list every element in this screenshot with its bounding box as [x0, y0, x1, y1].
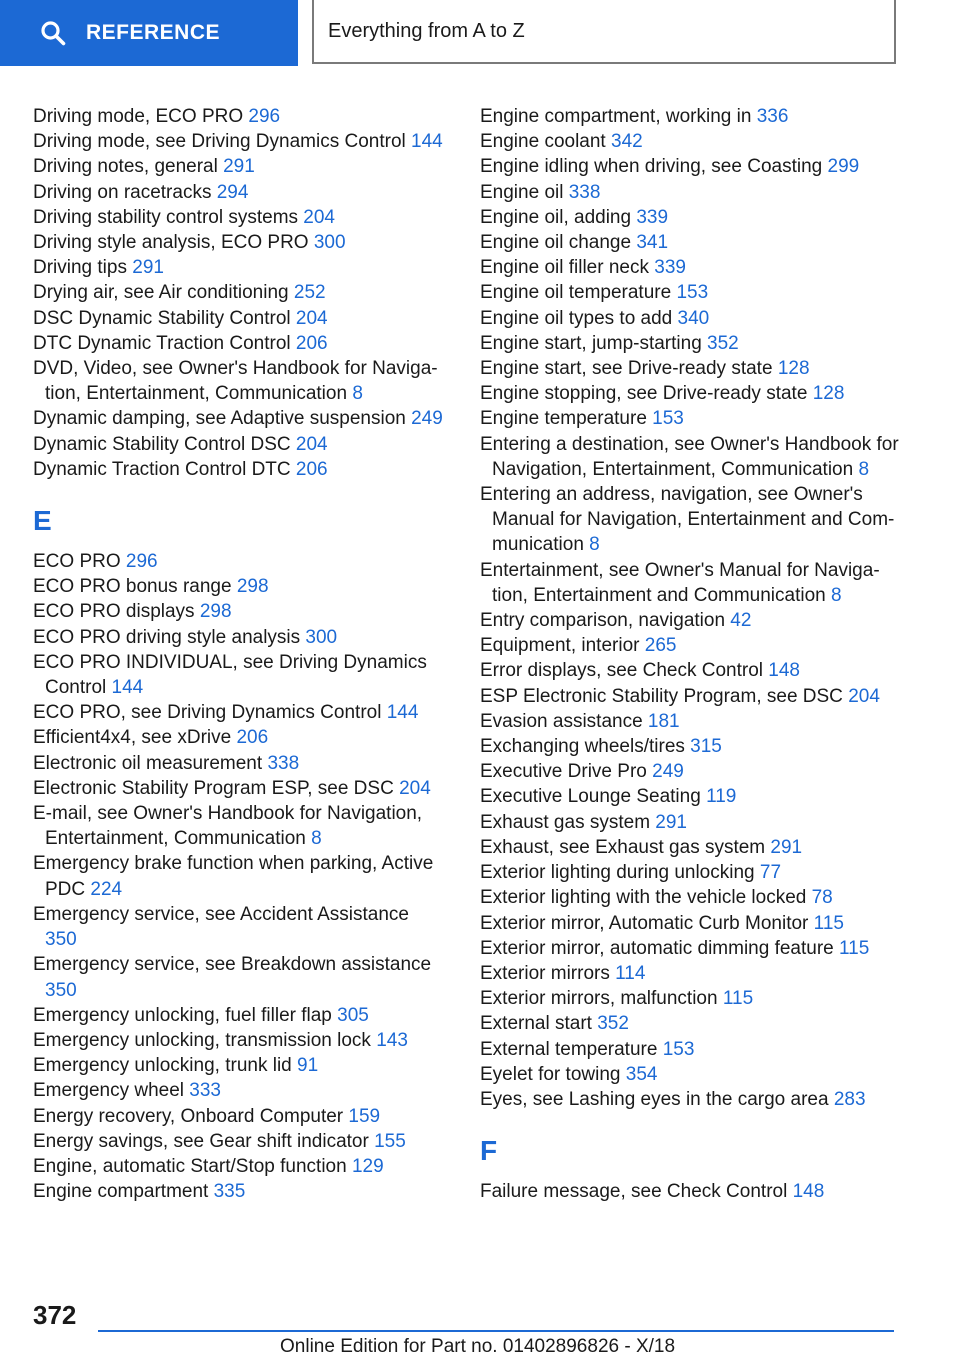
- chapter-title: [312, 0, 896, 64]
- index-entry: [480, 784, 900, 809]
- page-reference-link[interactable]: 341: [636, 232, 669, 254]
- index-entry-text: Emergency service, see Breakdown assistance: [33, 954, 432, 976]
- page-reference-link[interactable]: 153: [652, 408, 684, 430]
- index-entry-text: Driving mode, ECO PRO: [33, 106, 249, 127]
- index-entry-text: Dynamic Traction Control DTC: [33, 458, 296, 480]
- page-reference-link[interactable]: 299: [827, 156, 860, 178]
- index-entry: [480, 180, 900, 205]
- index-entry-text: Engine oil temperature: [480, 282, 677, 304]
- index-entry-text: Executive Drive Pro: [480, 761, 653, 783]
- page-reference-link[interactable]: 115: [722, 988, 754, 1010]
- page-reference-link[interactable]: 143: [376, 1029, 408, 1051]
- index-entry-text: Engine, automatic Start/Stop function: [33, 1155, 352, 1177]
- page-reference-link[interactable]: 294: [216, 181, 249, 203]
- page-reference-link[interactable]: 352: [707, 332, 739, 354]
- index-entry: [33, 751, 443, 776]
- index-entry: [480, 306, 900, 331]
- page-reference-link[interactable]: 335: [213, 1181, 246, 1203]
- page-reference-link[interactable]: 339: [636, 206, 669, 228]
- page-reference-link[interactable]: 8: [831, 584, 842, 606]
- index-entry: [480, 1011, 900, 1036]
- page-reference-link[interactable]: 342: [611, 131, 643, 153]
- index-entry: [33, 725, 443, 750]
- index-entry-text: Electronic oil measurement: [33, 752, 268, 774]
- index-entry: [480, 356, 900, 381]
- chapter-title-text: Everything from A to Z: [328, 19, 525, 42]
- index-entry-text: Entertainment, see Owner's Manual for Navigation, Entertainment and Communication: [480, 559, 880, 606]
- page-reference-link[interactable]: 153: [662, 1038, 695, 1060]
- index-entry: [33, 406, 443, 431]
- index-entry: [33, 574, 443, 599]
- index-entry: [480, 482, 900, 558]
- page-reference-link[interactable]: 42: [730, 610, 752, 632]
- page-reference-link[interactable]: 224: [90, 878, 123, 900]
- index-entry-text: ECO PRO bonus range: [33, 576, 237, 598]
- index-entry-text: Driving tips: [33, 257, 133, 279]
- index-entry-text: Exterior mirror, Automatic Curb Monitor: [480, 912, 814, 934]
- page-reference-link[interactable]: 91: [297, 1055, 319, 1077]
- index-entry-text: ESP Electronic Stability Program, see DSC: [480, 685, 849, 707]
- page-reference-link[interactable]: 252: [293, 282, 326, 304]
- page-reference-link[interactable]: 265: [644, 635, 677, 657]
- index-entry: [33, 549, 443, 574]
- index-entry-text: Exterior lighting during unlocking: [480, 862, 760, 884]
- index-entry: [33, 650, 443, 700]
- index-entry-text: Exhaust gas system: [480, 811, 656, 833]
- index-entry: [33, 700, 443, 725]
- footer-divider: [98, 1330, 894, 1332]
- index-entry: [480, 810, 900, 835]
- index-entry-text: Emergency unlocking, fuel filler flap: [33, 1004, 338, 1026]
- page-reference-link[interactable]: 291: [132, 257, 164, 279]
- index-entry: [33, 205, 443, 230]
- index-entry-text: Engine compartment, working in: [480, 106, 757, 127]
- index-entry-text: External temperature: [480, 1038, 663, 1060]
- index-entry: [480, 205, 900, 230]
- index-entry-text: Driving stability control systems: [33, 206, 304, 228]
- page-reference-link[interactable]: 206: [295, 458, 328, 480]
- index-column-right: [480, 104, 900, 1204]
- index-entry-text: Drying air, see Air conditioning: [33, 282, 294, 304]
- index-entry: [480, 129, 900, 154]
- page-reference-link[interactable]: 153: [676, 282, 709, 304]
- index-entry: [33, 1129, 443, 1154]
- page-reference-link[interactable]: 8: [858, 458, 870, 480]
- index-entry: [480, 835, 900, 860]
- index-entry: [33, 280, 443, 305]
- index-entry: [33, 1003, 443, 1028]
- index-entry: [33, 356, 443, 406]
- index-entry-text: Emergency brake function when parking, Active PDC: [33, 853, 434, 900]
- page-reference-link[interactable]: 159: [348, 1105, 381, 1127]
- index-entry: [480, 608, 900, 633]
- page-reference-link[interactable]: 144: [111, 677, 144, 699]
- index-entry: [480, 432, 900, 482]
- index-entry-text: Engine oil change: [480, 232, 637, 254]
- index-entry-text: ECO PRO displays: [33, 601, 200, 623]
- page-reference-link[interactable]: 300: [305, 626, 338, 648]
- page-reference-link[interactable]: 119: [706, 786, 737, 808]
- index-entry-text: Engine oil types to add: [480, 307, 678, 329]
- index-entry: [33, 129, 443, 154]
- index-entry-text: Dynamic damping, see Adaptive suspension: [33, 408, 412, 430]
- page-reference-link[interactable]: 204: [399, 777, 431, 799]
- page-reference-link[interactable]: 296: [125, 551, 158, 573]
- index-entry: [480, 860, 900, 885]
- index-entry: [33, 432, 443, 457]
- page-reference-link[interactable]: 315: [690, 736, 722, 758]
- page-reference-link[interactable]: 352: [597, 1013, 629, 1035]
- index-entry: [33, 851, 443, 901]
- index-entry-text: Engine oil: [480, 181, 569, 203]
- index-entry: [480, 684, 900, 709]
- index-entry: [33, 1028, 443, 1053]
- index-entry: [480, 911, 900, 936]
- index-entry-text: DSC Dynamic Stability Control: [33, 307, 296, 329]
- index-entry: [480, 406, 900, 431]
- index-entry: [480, 961, 900, 986]
- page-reference-link[interactable]: 350: [45, 979, 77, 1001]
- page-reference-link[interactable]: 291: [770, 836, 803, 858]
- index-entry: [480, 104, 900, 129]
- index-entry-text: ECO PRO driving style analysis: [33, 626, 306, 648]
- index-entry: [480, 230, 900, 255]
- index-entry: [33, 457, 443, 482]
- page-reference-link[interactable]: 148: [768, 660, 800, 682]
- index-entry: [480, 936, 900, 961]
- index-entry-text: Driving style analysis, ECO PRO: [33, 232, 314, 254]
- index-entry: [480, 558, 900, 608]
- page-reference-link[interactable]: 339: [654, 257, 686, 279]
- page-reference-link[interactable]: 144: [386, 702, 419, 724]
- page-reference-link[interactable]: 78: [811, 887, 833, 909]
- index-entry: [33, 104, 443, 129]
- index-entry: [480, 658, 900, 683]
- index-entry-text: Failure message, see Check Control: [480, 1181, 793, 1203]
- page-reference-link[interactable]: 181: [647, 710, 680, 732]
- index-entry: [480, 1179, 900, 1204]
- page-reference-link[interactable]: 115: [839, 937, 870, 959]
- index-entry: [480, 255, 900, 280]
- index-entry-text: Dynamic Stability Control DSC: [33, 433, 296, 455]
- index-entry: [33, 902, 443, 952]
- index-entry-text: Electronic Stability Program ESP, see DSC: [33, 777, 400, 799]
- index-entry: [480, 1087, 900, 1112]
- index-entry-text: Exchanging wheels/tires: [480, 736, 691, 758]
- index-entry-text: DVD, Video, see Owner's Handbook for Navigation, Entertainment, Communication: [33, 358, 438, 405]
- page-reference-link[interactable]: 338: [267, 752, 300, 774]
- page-reference-link[interactable]: 291: [223, 156, 255, 178]
- index-entry-text: Driving on racetracks: [33, 181, 217, 203]
- page-reference-link[interactable]: 128: [812, 383, 845, 405]
- index-entry: [480, 709, 900, 734]
- page-reference-link[interactable]: 128: [777, 358, 810, 380]
- index-entry-text: Engine temperature: [480, 408, 653, 430]
- index-entry-text: Engine compartment: [33, 1181, 214, 1203]
- page-reference-link[interactable]: 204: [295, 307, 328, 329]
- index-entry: [33, 599, 443, 624]
- index-entry: [33, 180, 443, 205]
- index-entry: [33, 1154, 443, 1179]
- page-reference-link[interactable]: 354: [625, 1063, 658, 1085]
- index-entry-text: ECO PRO INDIVIDUAL, see Driving Dynamics Control: [33, 651, 427, 699]
- index-letter-heading: E: [33, 505, 52, 537]
- index-entry: [480, 331, 900, 356]
- index-entry: [480, 759, 900, 784]
- index-entry: [33, 1053, 443, 1078]
- index-entry-text: Exterior mirror, automatic dimming feature: [480, 937, 840, 959]
- index-entry: [33, 306, 443, 331]
- index-entry: [33, 230, 443, 255]
- index-entry: [33, 625, 443, 650]
- section-tab[interactable]: [0, 0, 298, 66]
- page-reference-link[interactable]: 8: [352, 383, 363, 405]
- page-reference-link[interactable]: 8: [311, 828, 322, 850]
- index-entry-text: Engine stopping, see Drive-ready state: [480, 383, 813, 405]
- index-entry: [33, 1078, 443, 1103]
- index-entry-text: Equipment, interior: [480, 635, 645, 657]
- index-entry: [33, 331, 443, 356]
- page-reference-link[interactable]: 249: [411, 408, 443, 430]
- page-reference-link[interactable]: 8: [589, 534, 600, 556]
- page-reference-link[interactable]: 77: [759, 862, 782, 884]
- index-entry-text: Engine start, jump-starting: [480, 332, 708, 354]
- index-entry-text: Executive Lounge Seating: [480, 786, 707, 808]
- section-label: REFERENCE: [86, 21, 221, 44]
- index-entry: [33, 801, 443, 851]
- index-entry-text: Eyes, see Lashing eyes in the cargo area: [480, 1088, 834, 1110]
- index-entry: [480, 154, 900, 179]
- page-reference-link[interactable]: 155: [374, 1130, 406, 1152]
- index-entry: [480, 633, 900, 658]
- index-entry-text: Engine coolant: [480, 131, 611, 153]
- page-reference-link[interactable]: 333: [189, 1080, 221, 1102]
- index-entry: [480, 381, 900, 406]
- index-entry-text: External start: [480, 1013, 598, 1035]
- index-entry-text: Engine start, see Drive-ready state: [480, 358, 778, 380]
- index-entry-text: Evasion assistance: [480, 710, 648, 732]
- page-reference-link[interactable]: 204: [848, 685, 880, 707]
- index-entry-text: E-mail, see Owner's Handbook for Navigation, Entertainment, Communication: [33, 803, 423, 850]
- index-entry: [480, 280, 900, 305]
- page-reference-link[interactable]: 340: [677, 307, 710, 329]
- page-number: 372: [33, 1300, 77, 1330]
- index-entry: [480, 1037, 900, 1062]
- index-entry-text: Emergency unlocking, trunk lid: [33, 1055, 298, 1077]
- index-entry: [33, 255, 443, 280]
- index-entry-text: ECO PRO: [33, 551, 126, 573]
- index-entry-text: Exterior lighting with the vehicle locked: [480, 887, 812, 909]
- index-entry: [33, 776, 443, 801]
- page-reference-link[interactable]: 206: [295, 332, 328, 354]
- page-reference-link[interactable]: 114: [615, 962, 646, 984]
- index-entry: [480, 885, 900, 910]
- index-entry: [480, 986, 900, 1011]
- page-reference-link[interactable]: 300: [313, 232, 346, 254]
- index-entry-text: ECO PRO, see Driving Dynamics Control: [33, 702, 387, 724]
- page-reference-link[interactable]: 305: [337, 1004, 369, 1026]
- page-reference-link[interactable]: 338: [568, 181, 601, 203]
- page-reference-link[interactable]: 206: [236, 727, 269, 749]
- page-reference-link[interactable]: 350: [45, 929, 77, 951]
- page-reference-link[interactable]: 204: [295, 433, 328, 455]
- index-entry-text: Entering a destination, see Owner's Handbook for Navigation, Entertainment, Communication: [480, 433, 899, 480]
- index-entry: [33, 1104, 443, 1129]
- index-entry-text: Driving notes, general: [33, 156, 224, 178]
- index-entry-text: Efficient4x4, see xDrive: [33, 727, 237, 749]
- index-column-left: [33, 104, 443, 1204]
- index-entry-text: Energy savings, see Gear shift indicator: [33, 1130, 375, 1152]
- edition-note: Online Edition for Part no. 01402896826 - X/18: [280, 1336, 676, 1357]
- index-entry: [33, 154, 443, 179]
- index-entry-text: Exterior mirrors: [480, 962, 616, 984]
- page-reference-link[interactable]: 298: [236, 576, 269, 598]
- index-entry: [33, 952, 443, 1002]
- index-entry: [480, 1062, 900, 1087]
- index-entry-text: Emergency wheel: [33, 1080, 190, 1102]
- index-entry-text: Exhaust, see Exhaust gas system: [480, 836, 771, 858]
- page-reference-link[interactable]: 283: [833, 1088, 866, 1110]
- page-reference-link[interactable]: 336: [756, 106, 789, 127]
- page-reference-link[interactable]: 249: [652, 761, 684, 783]
- index-entry: [480, 734, 900, 759]
- index-entry-text: Engine oil, adding: [480, 206, 637, 228]
- index-entry-text: Engine idling when driving, see Coasting: [480, 156, 828, 178]
- index-entry-text: Exterior mirrors, malfunction: [480, 988, 723, 1010]
- index-entry-text: Energy recovery, Onboard Computer: [33, 1105, 349, 1127]
- page-reference-link[interactable]: 148: [792, 1181, 825, 1203]
- page-reference-link[interactable]: 296: [248, 106, 281, 127]
- search-icon: [40, 20, 66, 46]
- page-reference-link[interactable]: 144: [411, 131, 443, 153]
- page-reference-link[interactable]: 115: [813, 912, 844, 934]
- index-entry-text: Error displays, see Check Control: [480, 660, 769, 682]
- page-reference-link[interactable]: 298: [199, 601, 232, 623]
- index-entry-text: DTC Dynamic Traction Control: [33, 332, 296, 354]
- page-reference-link[interactable]: 129: [351, 1155, 384, 1177]
- index-entry-text: Entry comparison, navigation: [480, 610, 731, 632]
- page-reference-link[interactable]: 204: [303, 206, 335, 228]
- index-entry-text: Driving mode, see Driving Dynamics Control: [33, 131, 412, 153]
- index-entry-text: Entering an address, navigation, see Owner's Manual for Navigation, Entertainment and Communication: [480, 484, 895, 556]
- index-entry-text: Engine oil filler neck: [480, 257, 655, 279]
- index-entry-text: Emergency service, see Accident Assistance: [33, 903, 409, 925]
- index-entry-text: Eyelet for towing: [480, 1063, 626, 1085]
- page-reference-link[interactable]: 291: [655, 811, 687, 833]
- index-entry-text: Emergency unlocking, transmission lock: [33, 1029, 377, 1051]
- index-entry: [33, 1179, 443, 1204]
- index-letter-heading: F: [480, 1135, 498, 1167]
